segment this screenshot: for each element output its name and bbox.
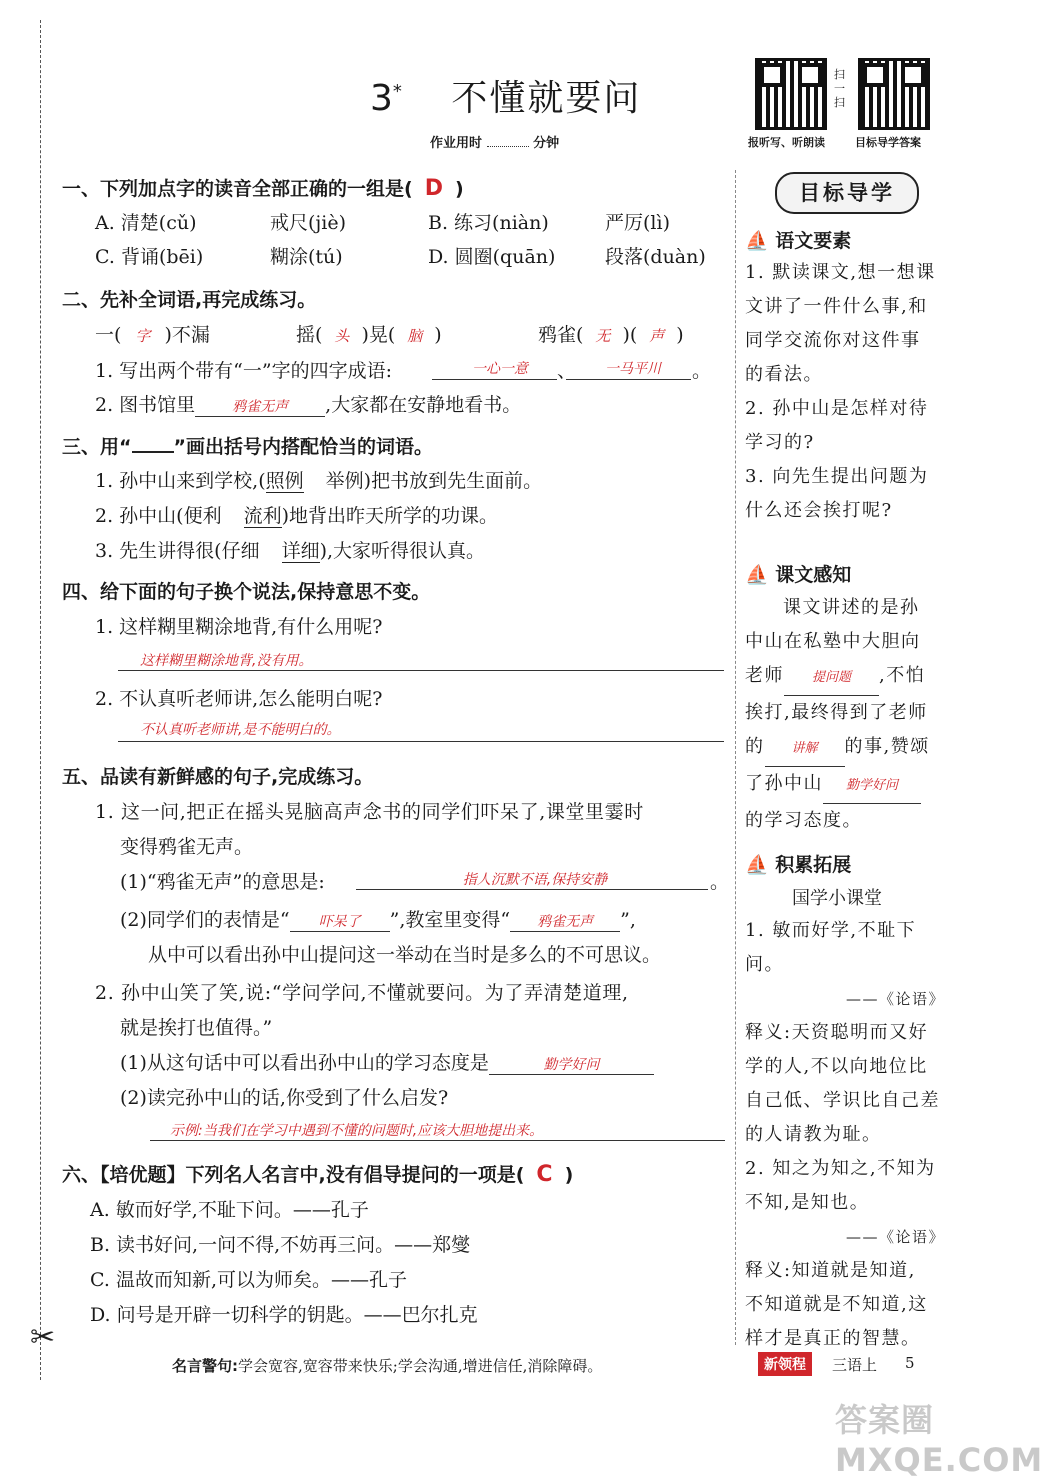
- page-number: 5: [905, 1354, 915, 1372]
- s1-option-a: A. 清楚(cǔ): [95, 212, 197, 234]
- sidebar-item: 自己低、学识比自己差: [745, 1090, 940, 1111]
- summary-line: 课文讲述的是孙: [783, 597, 920, 618]
- s6-option-a: A. 敏而好学,不耻下问。——孔子: [90, 1199, 369, 1221]
- footer-label: 名言警句:: [172, 1357, 238, 1375]
- s5-q2-answer-2: 鸦雀无声: [510, 911, 620, 932]
- s2-word-3: [538, 320, 684, 347]
- s3-q3: [95, 536, 485, 563]
- s2-w3-mid: )(: [622, 324, 638, 346]
- sidebar-item: 学习的?: [745, 432, 815, 453]
- s2-q1-end: 。: [692, 360, 712, 382]
- s4-q1: 1. 这样糊里糊涂地背,有什么用呢?: [95, 616, 383, 638]
- sidebar-heading-1-text: 语文要素: [775, 230, 852, 252]
- s6-option-c: C. 温故而知新,可以为师矣。——孔子: [90, 1269, 407, 1291]
- sidebar-item: 3. 向先生提出问题为: [745, 466, 929, 487]
- sidebar-item: 不知道就是不知道,这: [745, 1294, 928, 1315]
- qr-code-1[interactable]: [755, 58, 827, 130]
- s5-p2-b: 就是挨打也值得。”: [120, 1017, 273, 1039]
- s2-q1-line-1: [432, 379, 557, 380]
- s3-q1: [95, 466, 542, 493]
- summary-text: 了孙中山: [745, 773, 823, 794]
- page-title: [370, 70, 641, 121]
- s3-q2: [95, 501, 498, 528]
- sidebar-banner: 目标导学: [775, 172, 919, 214]
- s2-w3-answer-1: 无: [595, 327, 611, 345]
- s2-q2-prefix: 2. 图书馆里: [95, 394, 196, 416]
- s2-w1-suffix: )不漏: [164, 324, 210, 346]
- s1-option-d: D. 圆圈(quān): [428, 246, 556, 268]
- sail-icon: ⛵: [745, 230, 769, 252]
- sidebar-item: 2. 知之为知之,不知为: [745, 1158, 936, 1179]
- summary-text: 的: [745, 736, 765, 757]
- summary-line: 的学习态度。: [745, 810, 862, 831]
- s1-option-a2: 戒尺(jiè): [270, 212, 347, 234]
- s1-option-b2: 严厉(lì): [605, 212, 670, 234]
- s1-option-d2: 段落(duàn): [605, 246, 706, 268]
- qr-scan-label: 扫一扫: [834, 68, 845, 109]
- s2-q2-suffix: ,大家都在安静地看书。: [325, 394, 522, 416]
- sidebar-item: ——《论语》: [845, 1228, 945, 1246]
- brand-badge: 新领程: [758, 1352, 812, 1376]
- s2-w3-answer-2: 声: [649, 327, 665, 345]
- s4-a2: 不认真听老师讲,是不能明白的。: [140, 722, 341, 738]
- sidebar-item: ——《论语》: [845, 990, 945, 1008]
- s5-q4-answer: 示例:当我们在学习中遇到不懂的问题时,应该大胆地提出来。: [170, 1123, 544, 1139]
- time-label-right: 分钟: [533, 136, 560, 151]
- s5-p1-a: 1. 这一问,把正在摇头晃脑高声念书的同学们吓呆了,课堂里霎时: [95, 801, 644, 823]
- s5-q2: [120, 905, 636, 932]
- qr-code-2[interactable]: [858, 58, 930, 130]
- sidebar-item: 样才是真正的智慧。: [745, 1328, 921, 1349]
- s3-q3-word-2: 详细: [281, 540, 320, 562]
- section-1-prompt-text: 一、下列加点字的读音全部正确的一组是(: [62, 178, 413, 200]
- footer-text: 学会宽容,宽容带来快乐;学会沟通,增进信任,消除障碍。: [238, 1357, 603, 1375]
- s3-q2-prefix: 2. 孙中山(便利: [95, 505, 222, 527]
- section-1-prompt: [62, 174, 464, 201]
- s5-q4: (2)读完孙中山的话,你受到了什么启发?: [120, 1087, 449, 1109]
- sidebar-item: 的人请教为耻。: [745, 1124, 882, 1145]
- time-label-left: 作业用时: [430, 136, 483, 151]
- summary-text: 的事,赞颂: [844, 736, 930, 757]
- s1-option-b: B. 练习(niàn): [428, 212, 549, 234]
- s3-q1-suffix: )把书放到先生面前。: [363, 470, 543, 492]
- s3-underline-sample: [132, 451, 174, 453]
- s1-option-c: C. 背诵(bēi): [95, 246, 204, 268]
- summary-line: [745, 730, 945, 767]
- sidebar-item: 释义:天资聪明而又好: [745, 1022, 929, 1043]
- summary-answer-3: 勤学好问: [823, 769, 921, 804]
- watermark: 答案圈 MXQE.COM: [835, 1401, 1043, 1479]
- section-1-close: ): [454, 178, 464, 200]
- s2-q1: 1. 写出两个带有“一”字的四字成语:: [95, 360, 392, 382]
- s4-line-2: [118, 741, 724, 742]
- s3-prompt-a: 三、用“: [62, 436, 132, 458]
- s2-word-1: [95, 320, 210, 347]
- summary-answer-2: 讲解: [765, 732, 845, 767]
- s5-q4-line: [150, 1140, 725, 1141]
- s5-q1: (1)“鸦雀无声”的意思是:: [120, 871, 325, 893]
- summary-text: ,不怕: [879, 665, 926, 686]
- summary-line: 中山在私塾中大胆向: [745, 631, 921, 652]
- s5-p1-b: 变得鸦雀无声。: [120, 836, 254, 858]
- sail-icon: ⛵: [745, 854, 769, 876]
- sidebar-item: 1. 默读课文,想一想课: [745, 262, 936, 283]
- s2-w1-answer: 字: [135, 327, 151, 345]
- s6-prompt-text: 六、【培优题】下列名人名言中,没有倡导提问的一项是(: [62, 1164, 525, 1186]
- summary-line: [745, 767, 945, 804]
- sidebar-divider: [735, 170, 736, 1345]
- sidebar-item: 学的人,不以向地位比: [745, 1056, 928, 1077]
- sidebar-heading-3-text: 积累拓展: [775, 854, 852, 876]
- sidebar-heading-2-text: 课文感知: [775, 564, 852, 586]
- summary-answer-1: 提问题: [784, 661, 879, 696]
- section-1-answer: D: [424, 176, 443, 201]
- s2-word-2: [296, 320, 442, 347]
- lesson-title: 不懂就要问: [451, 78, 642, 119]
- footer-grade: 三语上: [832, 1356, 878, 1374]
- summary-line: [745, 659, 945, 696]
- s2-q1-line-2: [566, 379, 691, 380]
- s2-w1-prefix: 一(: [95, 324, 122, 346]
- s2-q1-answer-1: 一心一意: [472, 361, 528, 377]
- sidebar-heading-3: [745, 850, 851, 877]
- sidebar-item: 1. 敏而好学,不耻下问。: [745, 920, 917, 975]
- s3-q1-word-1: 照例: [265, 470, 304, 492]
- lesson-number: 3: [370, 78, 393, 119]
- sidebar-item: 同学交流你对这件事: [745, 330, 921, 351]
- s2-w3-prefix: 鸦雀(: [538, 324, 584, 346]
- s3-q1-word-2: 举例: [325, 470, 364, 492]
- s2-q2-answer: 鸦雀无声: [195, 396, 325, 417]
- s2-q1-answer-2: 一马平川: [605, 361, 661, 377]
- sidebar-list-3: [745, 914, 945, 1356]
- s6-close: ): [564, 1164, 574, 1186]
- sidebar-heading-1: [745, 226, 851, 253]
- s2-w3-suffix: ): [676, 324, 684, 346]
- lesson-star: *: [392, 81, 402, 102]
- s3-q2-word-2: 流利: [243, 505, 282, 527]
- s3-q2-suffix: )地背出昨天所学的功课。: [281, 505, 499, 527]
- sidebar-summary: [745, 591, 945, 838]
- s2-w2-answer-1: 头: [334, 327, 350, 345]
- s6-answer: C: [536, 1162, 553, 1187]
- s3-q3-suffix: ),大家听得很认真。: [319, 540, 486, 562]
- sidebar-item: 文讲了一件什么事,和: [745, 296, 928, 317]
- s1-option-c2: 糊涂(tú): [270, 246, 343, 268]
- section-5-prompt: 五、品读有新鲜感的句子,完成练习。: [62, 766, 374, 788]
- s3-q3-prefix: 3. 先生讲得很(仔细: [95, 540, 260, 562]
- s5-q2-d: 从中可以看出孙中山提问这一举动在当时是多么的不可思议。: [148, 944, 662, 966]
- s5-q3-prefix: (1)从这句话中可以看出孙中山的学习态度是: [120, 1052, 489, 1074]
- sidebar-item: 的看法。: [745, 364, 823, 385]
- scissors-icon: ✂: [30, 1320, 56, 1355]
- s5-q3-answer: 勤学好问: [489, 1054, 654, 1075]
- s2-w2-mid: )晃(: [361, 324, 396, 346]
- sidebar-subtitle: 国学小课堂: [792, 888, 882, 909]
- sidebar-item: 不知,是知也。: [745, 1192, 870, 1213]
- footer-quote: [172, 1355, 602, 1376]
- s4-a1: 这样糊里糊涂地背,没有用。: [140, 653, 313, 669]
- sidebar-item: 2. 孙中山是怎样对待: [745, 398, 929, 419]
- summary-text: 老师: [745, 665, 784, 686]
- s2-w2-answer-2: 脑: [407, 327, 423, 345]
- s5-q2-answer-1: 吓呆了: [290, 911, 390, 932]
- s4-q2: 2. 不认真听老师讲,怎么能明白呢?: [95, 688, 383, 710]
- cut-line: [40, 20, 41, 1380]
- section-3-prompt: [62, 432, 433, 459]
- sidebar-heading-2: [745, 560, 851, 587]
- section-6-prompt: [62, 1160, 573, 1187]
- s2-q1-sep: 、: [557, 360, 577, 382]
- s3-prompt-b: ”画出括号内搭配恰当的词语。: [173, 436, 433, 458]
- s5-q1-end: 。: [710, 871, 730, 893]
- sidebar-item: 释义:知道就是知道,: [745, 1260, 916, 1281]
- section-2-prompt: 二、先补全词语,再完成练习。: [62, 289, 317, 311]
- s4-line-1: [118, 670, 724, 671]
- s5-q2-suffix: ”,: [620, 909, 636, 931]
- s3-q1-prefix: 1. 孙中山来到学校,(: [95, 470, 266, 492]
- sidebar-item: 什么还会挨打呢?: [745, 500, 893, 521]
- sail-icon: ⛵: [745, 564, 769, 586]
- summary-line: 挨打,最终得到了老师: [745, 702, 928, 723]
- s5-q1-line: [356, 889, 708, 890]
- s5-p2-a: 2. 孙中山笑了笑,说:“学问学问,不懂就要问。为了弄清楚道理,: [95, 982, 629, 1004]
- qr-label-1: 报听写、听朗读: [748, 136, 825, 149]
- s5-q2-mid: ”,教室里变得“: [389, 909, 511, 931]
- s2-w2-suffix: ): [434, 324, 442, 346]
- section-4-prompt: 四、给下面的句子换个说法,保持意思不变。: [62, 581, 431, 603]
- s5-q2-prefix: (2)同学们的表情是“: [120, 909, 290, 931]
- s5-q3: [120, 1048, 654, 1075]
- s2-w2-prefix: 摇(: [296, 324, 323, 346]
- s6-option-d: D. 问号是开辟一切科学的钥匙。——巴尔扎克: [90, 1304, 478, 1326]
- s2-q2: [95, 390, 521, 417]
- qr-label-2: 目标导学答案: [855, 136, 921, 149]
- s6-option-b: B. 读书好问,一问不得,不妨再三问。——郑燮: [90, 1234, 471, 1256]
- time-label: [430, 132, 559, 151]
- s5-q1-answer: 指人沉默不语,保持安静: [462, 872, 608, 888]
- sidebar-list-1: [745, 256, 945, 528]
